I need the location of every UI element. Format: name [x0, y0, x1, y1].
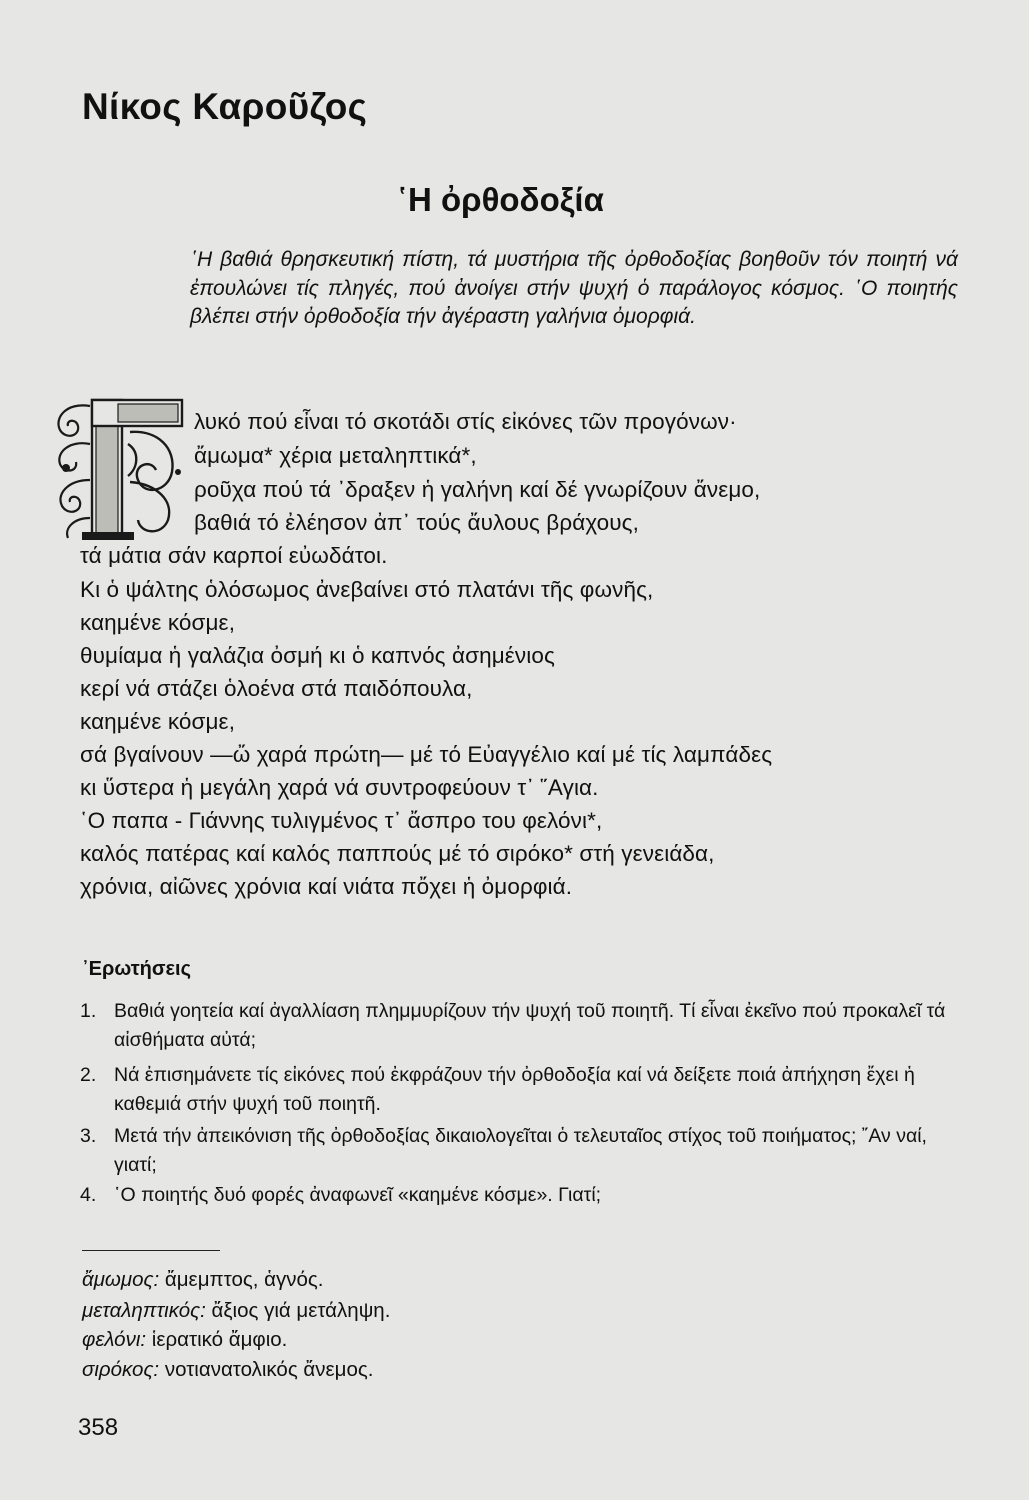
- question-text: ῾Ο ποιητής δυό φορές ἀναφωνεῖ «καημένε κόσμε». Γιατί;: [114, 1184, 602, 1206]
- poem-line: καημένε κόσμε,: [80, 610, 236, 635]
- poem-line: ῾Ο παπα - Γιάννης τυλιγμένος τ᾽ ἄσπρο του φελόνι*,: [80, 808, 603, 833]
- intro-paragraph: ῾Η βαθιά θρησκευτική πίστη, τά μυστήρια τῆς ὀρθοδοξίας βοηθοῦν τόν ποιητή νά ἐπουλώνει τίς πληγές, πού ἀνοίγει στήν ψυχή ὁ παράλογος κόσμος. ῾Ο ποιητής βλέπει στήν ὀρθοδοξία τήν ἀγέραστη γαλήνια ὀμορφιά.: [190, 248, 958, 328]
- poem-line: τά μάτια σάν καρποί εὐωδάτοι.: [80, 543, 388, 568]
- question-number: 3.: [80, 1125, 97, 1147]
- question-number: 2.: [80, 1064, 97, 1086]
- footnote-definition: ἄξιος γιά μετάληψη.: [211, 1299, 391, 1322]
- footnote: [82, 1299, 390, 1323]
- question-text: Νά ἐπισημάνετε τίς εἰκόνες πού ἐκφράζουν τήν ὀρθοδοξία καί νά δείξετε ποιά ἀπήχηση ἔχει ἡ καθεμιά στήν ψυχή τοῦ ποιητῆ.: [114, 1064, 915, 1115]
- poem-line: χρόνια, αἰῶνες χρόνια καί νιάτα πὄχει ἡ ὀμορφιά.: [80, 874, 573, 899]
- poem-line: καλός πατέρας καί καλός παππούς μέ τό σιρόκο* στή γενειάδα,: [80, 841, 715, 866]
- question-number: 4.: [80, 1184, 97, 1206]
- footnote-term: ἄμωμος:: [82, 1268, 160, 1291]
- poem-title: ῾Η ὀρθοδοξία: [397, 181, 604, 218]
- poem-line: σά βγαίνουν —ὤ χαρά πρώτη— μέ τό Εὐαγγέλιο καί μέ τίς λαμπάδες: [80, 742, 773, 767]
- footnote-definition: νοτιανατολικός ἄνεμος.: [164, 1358, 374, 1381]
- footnote-term: μεταληπτικός:: [82, 1299, 206, 1322]
- poem-line: κι ὕστερα ἡ μεγάλη χαρά νά συντροφεύουν τ᾽ ῞Αγια.: [80, 775, 599, 800]
- footnote-definition: ἄμεμπτος, ἁγνός.: [164, 1268, 324, 1291]
- footnote-definition: ἱερατικό ἄμφιο.: [151, 1328, 288, 1351]
- poem-line: λυκό πού εἶναι τό σκοτάδι στίς εἰκόνες τῶν προγόνων·: [194, 409, 737, 434]
- footnote-divider: [82, 1250, 220, 1251]
- footnote: [82, 1328, 287, 1352]
- author-name: Νίκος Καροῦζος: [82, 86, 368, 127]
- question-text: Βαθιά γοητεία καί ἀγαλλίαση πλημμυρίζουν τήν ψυχή τοῦ ποιητῆ. Τί εἶναι ἐκεῖνο πού προκαλεῖ τά αἰσθήματα αὐτά;: [114, 1000, 946, 1051]
- footnote-term: φελόνι:: [82, 1328, 147, 1351]
- poem-line: βαθιά τό ἐλέησον ἀπ᾽ τούς ἄυλους βράχους,: [194, 510, 639, 535]
- poem-line: ἄμωμα* χέρια μεταληπτικά*,: [194, 443, 477, 468]
- question-text: Μετά τήν ἀπεικόνιση τῆς ὀρθοδοξίας δικαιολογεῖται ὁ τελευταῖος στίχος τοῦ ποιήματος; ῎Αν ναί, γιατί;: [114, 1125, 927, 1176]
- poem-line: θυμίαμα ἡ γαλάζια ὀσμή κι ὁ καπνός ἀσημένιος: [80, 643, 555, 668]
- poem-line: ροῦχα πού τά ᾽δραξεν ἡ γαλήνη καί δέ γνωρίζουν ἄνεμο,: [194, 477, 761, 502]
- dropcap-ornament: [46, 396, 186, 544]
- poem-line: κερί νά στάζει ὁλοένα στά παιδόπουλα,: [80, 676, 473, 701]
- questions-heading: ᾽Ερωτήσεις: [82, 958, 191, 980]
- footnote-term: σιρόκος:: [82, 1358, 160, 1381]
- question-number: 1.: [80, 1000, 97, 1022]
- poem-line: Κι ὁ ψάλτης ὁλόσωμος ἀνεβαίνει στό πλατάνι τῆς φωνῆς,: [80, 577, 654, 602]
- poem-line: καημένε κόσμε,: [80, 709, 236, 734]
- footnote: [82, 1268, 323, 1292]
- footnote: [82, 1358, 373, 1382]
- page-number: 358: [78, 1414, 119, 1441]
